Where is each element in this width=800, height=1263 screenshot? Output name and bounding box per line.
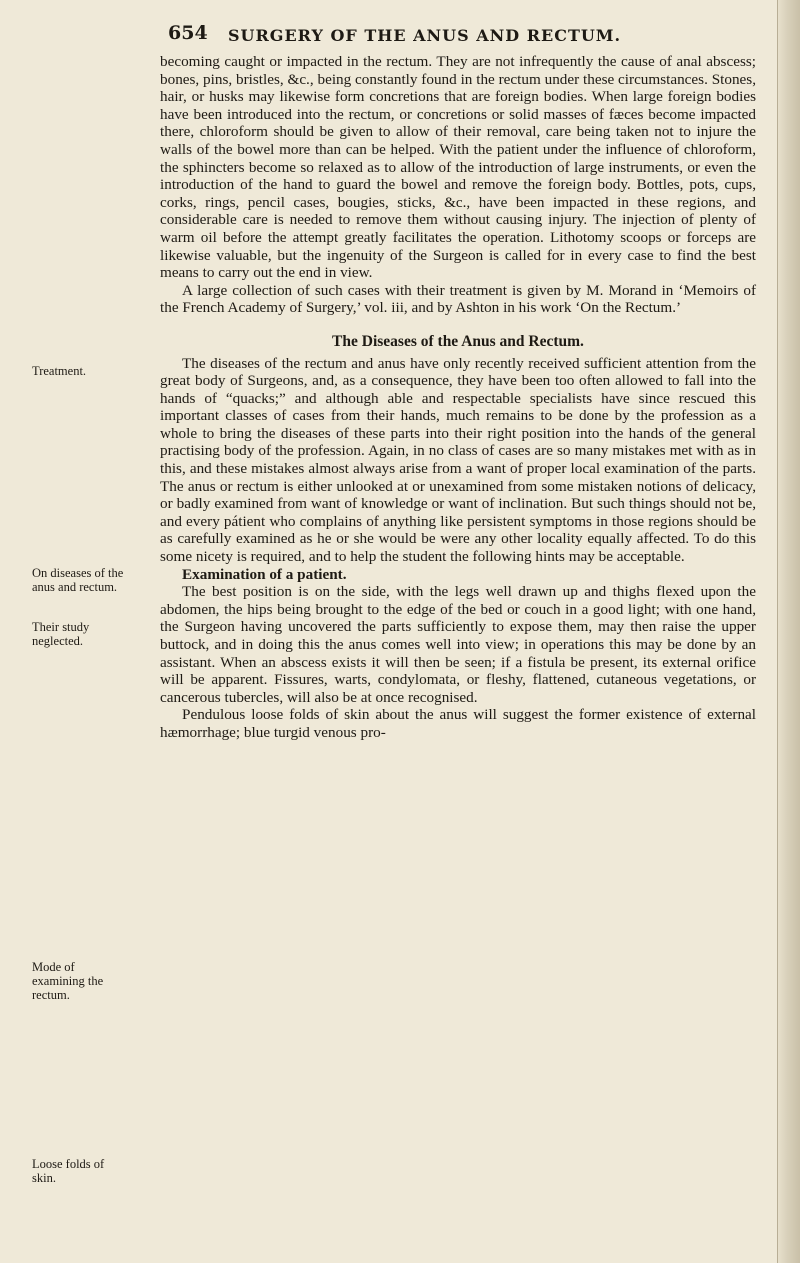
running-title: SURGERY OF THE ANUS AND RECTUM. bbox=[228, 26, 622, 45]
body-text bbox=[160, 53, 756, 742]
page-edge-shadow bbox=[777, 0, 800, 1263]
page-number: 654 bbox=[168, 22, 208, 44]
margin-note-study-neglected: Their study neglected. bbox=[32, 620, 90, 648]
page-header bbox=[168, 22, 768, 54]
margin-note-loose-folds: Loose folds of skin. bbox=[32, 1157, 105, 1185]
section-heading: The Diseases of the Anus and Rectum. bbox=[332, 332, 584, 350]
paragraph: becoming caught or impacted in the rectum. They are not infrequently the cause of anal abscess; bones, pins, bristles, &c., being constantly found in the rectum under these circumstances. Stones, hair, or husks may likewise form concretions that are foreign bodies. When large foreign bodies have been introduced into the rectum, or concretions or solid masses of fæces become impacted there, chloroform should be given to allow of their removal, care being taken not to injure the walls of the bowel more than can be helped. With the patient under the influence of chloroform, the sphincters become so relaxed as to allow of the introduction of large instruments, or even the introduction of the hand to guard the bowel and remove the foreign body. Bottles, pots, cups, corks, rings, pencil cases, bougies, sticks, &c., have been impacted in these regions, and considerable care is needed to remove them without causing injury. The injection of plenty of warm oil before the attempt greatly facilitates the operation. Lithotomy scoops or forceps are likewise valuable, but the ingenuity of the Surgeon is called for in every case to find the best means to carry out the end in view. bbox=[160, 53, 756, 282]
margin-note-mode-of-examining: Mode of examining the rectum. bbox=[32, 960, 104, 1002]
margin-note-treatment: Treatment. bbox=[32, 364, 87, 378]
paragraph: A large collection of such cases with their treatment is given by M. Morand in ‘Memoirs of the French Academy of Surgery,’ vol. iii, and by Ashton in his work ‘On the Rectum.’ bbox=[160, 281, 756, 317]
paragraph: The diseases of the rectum and anus have only recently received sufficient attention from the great body of Surgeons, and, as a consequence, they have been too often allowed to fall into the hands of “quacks;” and although able and respectable specialists have since rescued this important classes of cases from their hands, much remains to be done by the profession as a whole to bring the diseases of these parts into their right position into the hands of the general practising body of the profession. Again, in no class of cases are so many mistakes met with as in this, and these mistakes almost always arise from a want of proper local examination of the parts. The anus or rectum is either unlooked at or unexamined from some mistaken notions of delicacy, or badly examined from want of knowledge or want of inclination. But such things should not be, and every pátient who complains of anything like persistent symptoms in those regions should be as carefully examined as he or she would be were any other locality equally affected. To do this some nicety is required, and to help the student the following hints may be acceptable. bbox=[160, 354, 756, 566]
margin-note-diseases: On diseases of the anus and rectum. bbox=[32, 566, 124, 594]
subheading: Examination of a patient. bbox=[182, 565, 347, 583]
paragraph: The best position is on the side, with the legs well drawn up and thighs flexed upon the abdomen, the hips being brought to the edge of the bed or couch in a good light; with one hand, the Surgeon having uncovered the parts sufficiently to expose them, may then raise the upper buttock, and in doing this the anus comes well into view; in operations this may be done by an assistant. When an abscess exists it will then be seen; if a fistula be present, its external orifice will be apparent. Fissures, warts, condylomata, or fleshy, flattened, cutaneous vegetations, or cancerous tubercles, will also be at once recognised. bbox=[160, 583, 756, 706]
paragraph: Pendulous loose folds of skin about the anus will suggest the former existence of external hæmorrhage; blue turgid venous pro- bbox=[160, 706, 756, 741]
